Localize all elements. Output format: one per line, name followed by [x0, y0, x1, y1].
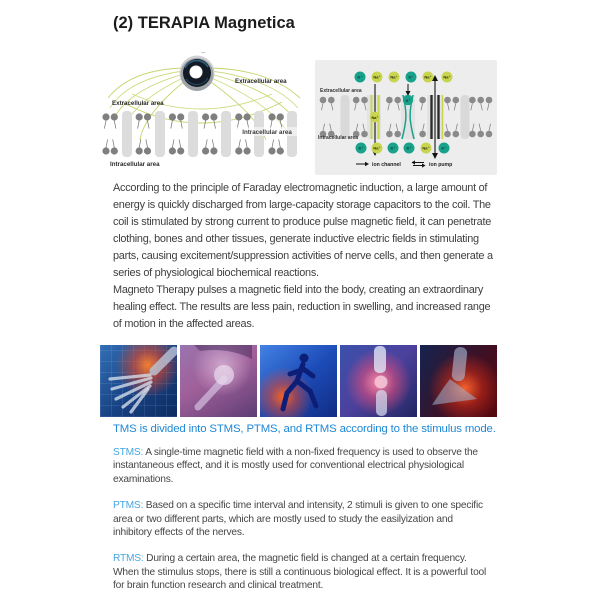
svg-text:K⁺: K⁺ — [357, 74, 363, 80]
ion-na-in-channel: Na⁺ — [371, 115, 379, 120]
coil-icon — [180, 52, 231, 91]
svg-text:K⁺: K⁺ — [408, 74, 414, 80]
label-intracellular-center: Intracellular area — [242, 129, 292, 136]
rtms-label: RTMS: — [113, 553, 144, 565]
svg-text:Na⁺: Na⁺ — [390, 74, 398, 80]
legend-ion-pump: ion pump — [429, 162, 453, 168]
svg-text:Na⁺: Na⁺ — [443, 74, 451, 80]
rtms-text: During a certain area, the magnetic field is changed at a certain frequency. When the stimulus stops, there is still a continuous biological effect. It is a powerful tool for brain function research and clinical treatment. — [113, 553, 487, 592]
svg-text:K⁺: K⁺ — [406, 145, 412, 151]
tms-items — [113, 446, 491, 606]
page-title: (2) TERAPIA Magnetica — [113, 14, 295, 32]
tms-heading: TMS is divided into STMS, PTMS, and RTMS according to the stimulus mode. — [113, 423, 496, 435]
ptms-text: Based on a specific time interval and intensity, 2 stimuli is given to one specific area or two different parts, which are mostly used to study the easilyization and inhibitory effects of the nerves. — [113, 500, 483, 539]
stms-text: A single-time magnetic field with a non-fixed frequency is used to observe the instantaneous effect, and it is mostly used for conventional electrical physiological examinations. — [113, 447, 478, 485]
label-intracellular: Intracellular area — [318, 135, 359, 141]
photo-leg-muscle-pain — [260, 345, 337, 417]
svg-text:Na⁺: Na⁺ — [422, 145, 430, 151]
label-intracellular-bottom: Intracellular area — [110, 161, 160, 168]
ion-channel-diagram — [315, 60, 497, 175]
tms-item-ptms — [113, 499, 491, 539]
body-text — [113, 180, 497, 333]
photo-wrist-pain — [100, 345, 177, 417]
legend-ion-channel: ion channel — [372, 162, 401, 168]
svg-text:K⁺: K⁺ — [358, 145, 364, 151]
svg-text:K⁺: K⁺ — [390, 145, 396, 151]
ion-k-in-channel: K⁺ — [405, 98, 411, 103]
coil-membrane-diagram — [100, 52, 310, 178]
label-extracellular-right: Extracellular area — [235, 78, 287, 85]
photo-shoulder-pain — [180, 345, 257, 417]
paragraph-faraday: According to the principle of Faraday electromagnetic induction, a large amount of energy is quickly discharged from large-capacity storage capacitors to the coil. The coil is stimulated by strong current to produce pulse magnetic field, it can penetrate clothing, bones and other tissues, generate inductive electric fields in stimulating parts, causing excitement/suppression activities of nerve cells, and then generate a series of physiological biochemical reactions. — [113, 182, 493, 279]
photo-strip — [100, 345, 497, 417]
ptms-label: PTMS: — [113, 500, 144, 512]
tms-item-stms — [113, 446, 491, 486]
tms-item-rtms — [113, 552, 491, 592]
paragraph-magneto-therapy: Magneto Therapy pulses a magnetic field into the body, creating an extraordinary healing effect. The results are less pain, reduction in swelling, and increased range of motion in the affected areas. — [113, 284, 491, 330]
foot-silhouette — [420, 345, 497, 417]
diagram-row — [100, 52, 497, 178]
photo-ankle-pain — [420, 345, 497, 417]
svg-text:K⁺: K⁺ — [441, 145, 447, 151]
stms-label: STMS: — [113, 447, 144, 458]
label-extracellular: Extracellular area — [320, 88, 362, 94]
photo-knee-pain — [340, 345, 417, 417]
svg-text:Na⁺: Na⁺ — [373, 145, 381, 151]
shoulder-silhouette — [180, 345, 257, 417]
knee-bones-silhouette — [340, 345, 417, 417]
runner-silhouette — [260, 345, 337, 417]
hand-silhouette — [100, 345, 177, 417]
svg-text:Na⁺: Na⁺ — [373, 74, 381, 80]
label-extracellular-left: Extracellular area — [112, 100, 164, 107]
svg-text:Na⁺: Na⁺ — [424, 74, 432, 80]
